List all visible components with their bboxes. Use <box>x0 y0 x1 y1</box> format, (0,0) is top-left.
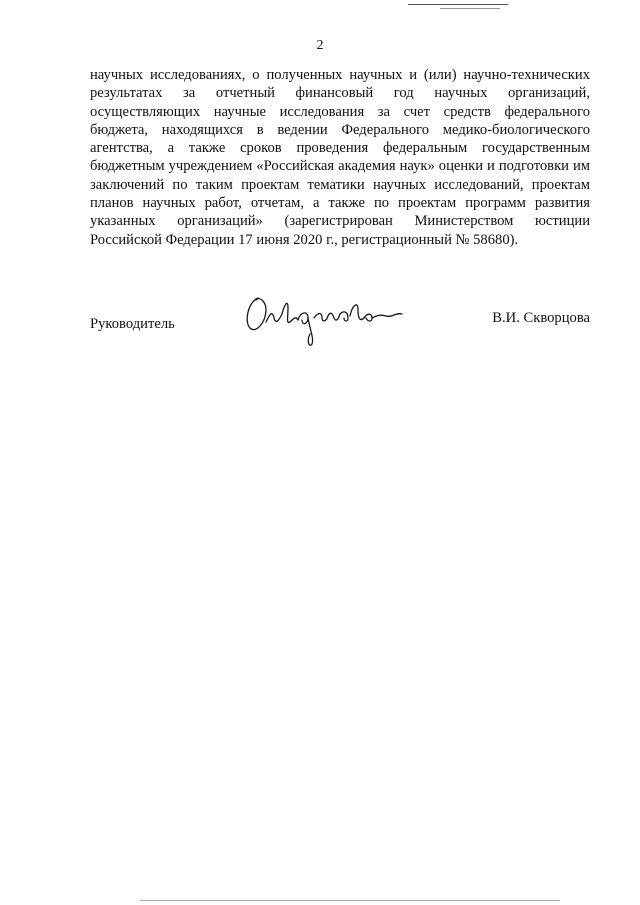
signatory-name: В.И. Скворцова <box>492 310 590 326</box>
scan-artifact-line <box>140 900 560 901</box>
signatory-role: Руководитель <box>90 316 175 332</box>
handwritten-signature-icon <box>236 288 416 348</box>
scan-artifact-line <box>440 8 500 9</box>
scan-artifact-line <box>408 4 508 5</box>
page-number: 2 <box>316 38 324 53</box>
body-paragraph: научных исследованиях, о полученных научных и (или) научно-технических результатах за отчетный финансовый год научных организаций, осуществляющих научные исследования за счет средств федерального бюджета, находящихся в ведении Федерального медико-биологического агентства, а также сроков проведения федеральным государственным бюджетным учреждением «Российская академия наук» оценки и подготовки им заключений по таким проектам тематики научных исследований, проектам планов научных работ, отчетам, а также по проектам программ развития указанных организаций» (зарегистрирован Министерством юстиции Российской Федерации 17 июня 2020 г., регистрационный № 58680). <box>90 67 590 248</box>
